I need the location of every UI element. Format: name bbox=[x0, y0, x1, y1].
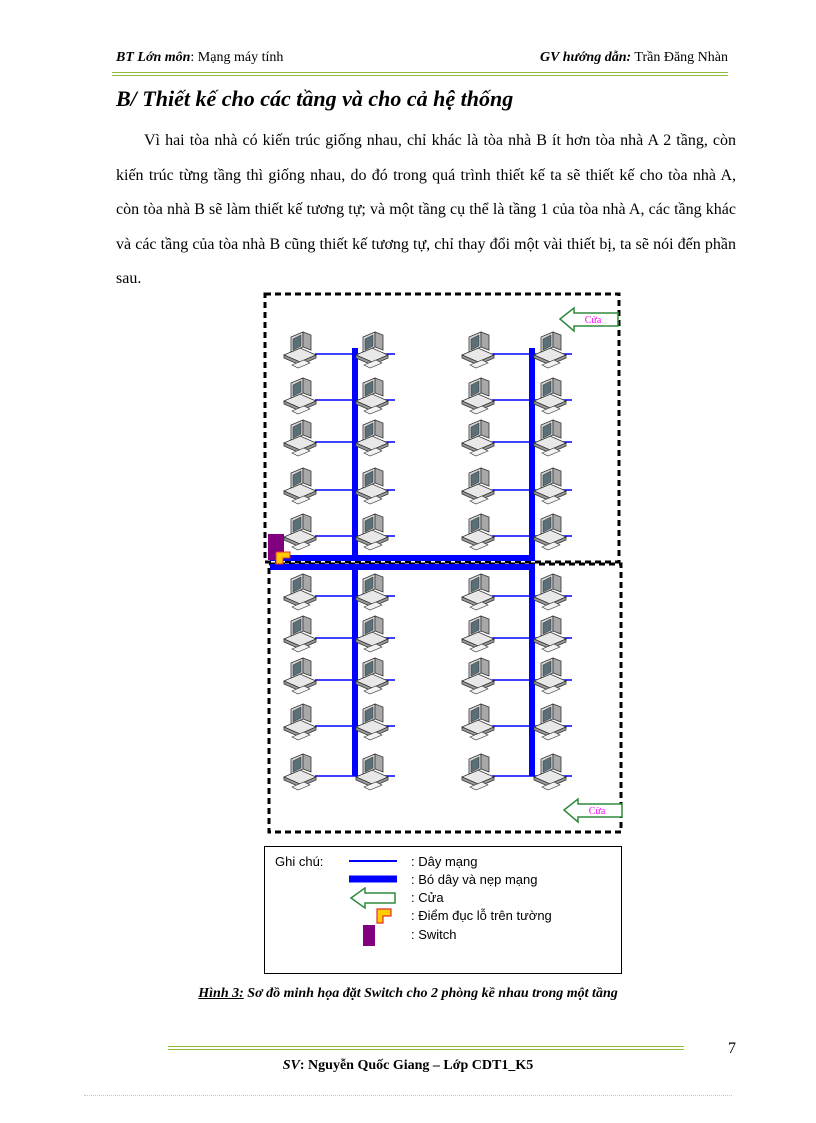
computer-icon bbox=[462, 378, 494, 414]
computer-icon bbox=[284, 514, 316, 550]
computer-icon bbox=[462, 704, 494, 740]
header-rule bbox=[112, 72, 728, 73]
computer-icon bbox=[534, 754, 566, 790]
computer-icon bbox=[534, 378, 566, 414]
computer-icon bbox=[534, 514, 566, 550]
computer-icon bbox=[284, 468, 316, 504]
computer-icon bbox=[284, 616, 316, 652]
footer-rule bbox=[168, 1049, 684, 1050]
computer-icon bbox=[284, 704, 316, 740]
computer-icon bbox=[356, 420, 388, 456]
computer-icon bbox=[462, 332, 494, 368]
computer-icon bbox=[356, 514, 388, 550]
legend-item: : Cửa bbox=[411, 890, 444, 905]
figure-caption: Hình 3: Sơ đồ minh họa đặt Switch cho 2 phòng kề nhau trong một tầng bbox=[198, 986, 618, 1001]
computer-icon bbox=[462, 420, 494, 456]
legend-item: : Dây mạng bbox=[411, 854, 478, 869]
network-cable-symbol bbox=[349, 855, 399, 867]
computer-icon bbox=[462, 754, 494, 790]
door-upper-label: Cửa bbox=[584, 315, 602, 326]
computer-icon bbox=[356, 754, 388, 790]
body-paragraph: Vì hai tòa nhà có kiến trúc giống nhau, chỉ khác là tòa nhà B ít hơn tòa nhà A 2 tầng, còn kiến trúc từng tầng thì giống nhau, do đó trong quá trình thiết kế ta sẽ thiết kế cho tòa nhà A, còn tòa nhà B sẽ làm thiết kế tương tự; và một tầng cụ thể là tầng 1 của tòa nhà A, các tầng khác và các tầng của tòa nhà B cũng thiết kế tương tự, chỉ thay đổi một vài thiết bị, ta sẽ nói đến phần sau. bbox=[116, 132, 736, 287]
legend-item: : Điểm đục lỗ trên tường bbox=[411, 908, 552, 923]
computer-icon bbox=[462, 514, 494, 550]
page-header bbox=[116, 50, 728, 70]
computer-icon bbox=[284, 378, 316, 414]
computer-icon bbox=[356, 658, 388, 694]
computer-icon bbox=[534, 658, 566, 694]
computer-icon bbox=[356, 616, 388, 652]
legend-item: : Bó dây và nẹp mạng bbox=[411, 872, 538, 887]
computer-icon bbox=[356, 468, 388, 504]
computer-icon bbox=[356, 378, 388, 414]
network-diagram bbox=[248, 286, 632, 838]
door-arrow-icon bbox=[349, 887, 399, 909]
legend bbox=[264, 846, 622, 974]
computer-icon bbox=[356, 332, 388, 368]
computer-icon bbox=[284, 754, 316, 790]
computer-icon bbox=[284, 658, 316, 694]
computer-icon bbox=[356, 574, 388, 610]
switch-icon bbox=[349, 925, 399, 947]
room-border-upper bbox=[265, 294, 619, 562]
computer-icon bbox=[462, 616, 494, 652]
cable-bundle-symbol bbox=[349, 873, 399, 885]
computer-icon bbox=[356, 704, 388, 740]
computer-icon bbox=[462, 468, 494, 504]
footer-rule bbox=[168, 1046, 684, 1047]
computer-icon bbox=[284, 332, 316, 368]
door-lower-label: Cửa bbox=[588, 806, 606, 817]
computer-icon bbox=[462, 574, 494, 610]
computer-icon bbox=[534, 616, 566, 652]
computer-icon bbox=[534, 574, 566, 610]
computer-icon bbox=[534, 420, 566, 456]
page-footer: SV: Nguyễn Quốc Giang – Lớp CDT1_K5 bbox=[282, 1058, 534, 1073]
computer-icon bbox=[462, 658, 494, 694]
section-title: B/ Thiết kế cho các tầng và cho cả hệ thống bbox=[116, 86, 514, 111]
header-instructor: GV hướng dẫn: Trần Đăng Nhàn bbox=[540, 50, 728, 65]
legend-title: Ghi chú: bbox=[275, 854, 324, 869]
header-subject: BT Lớn môn: Mạng máy tính bbox=[116, 50, 284, 65]
computer-icon bbox=[534, 704, 566, 740]
wall-hole-icon bbox=[349, 907, 399, 927]
computer-icon bbox=[534, 332, 566, 368]
legend-item: : Switch bbox=[411, 927, 457, 942]
computer-icon bbox=[284, 574, 316, 610]
bottom-border bbox=[84, 1095, 732, 1096]
computer-icon bbox=[284, 420, 316, 456]
page-number: 7 bbox=[728, 1040, 736, 1057]
header-rule bbox=[112, 75, 728, 76]
room-border-lower bbox=[269, 564, 621, 832]
computer-icon bbox=[534, 468, 566, 504]
